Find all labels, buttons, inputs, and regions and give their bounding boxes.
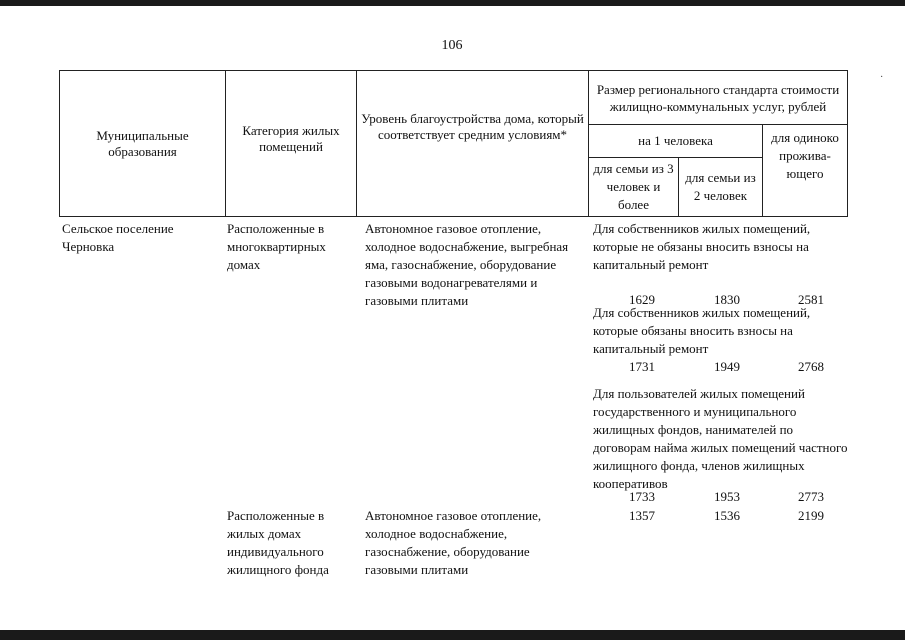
header-per-person: на 1 человека (589, 125, 763, 158)
row2-category: Расположенные в жилых домах индивидуального жилищного фонда (227, 508, 329, 577)
row1-group1-label: Для собственников жилых помещений, которые не обязаны вносить взносы на капитальный ремонт (593, 221, 811, 272)
row2-level: Автономное газовое отопление, холодное водоснабжение, газоснабжение, оборудование газовыми плитами (365, 508, 542, 577)
row1-group2-value-single: 2768 (798, 359, 824, 374)
row1-level: Автономное газовое отопление, холодное водоснабжение, выгребная яма, газоснабжение, оборудование газовыми водонагревателями и газовыми плитами (365, 221, 569, 308)
page-number: 106 (441, 38, 463, 53)
row2-value-family3: 1357 (629, 508, 655, 523)
header-single: для одиноко прожива-ющего (763, 125, 848, 217)
municipality-name: Сельское поселение Черновка (62, 221, 174, 254)
page-bottom-edge (0, 630, 905, 640)
header-table (59, 70, 848, 217)
row1-group3-value-family2: 1953 (714, 489, 740, 504)
row1-group2-value-family3: 1731 (629, 359, 655, 374)
header-category (226, 71, 357, 217)
row1-group3-label: Для пользователей жилых помещений государственного и муниципального жилищных фондов, нанимателей по договорам найма жилых помещений частного жилищного фонда, членов жилищных кооперативов (593, 386, 848, 491)
header-family-2: для семьи из 2 человек (679, 158, 763, 217)
page-top-edge (0, 0, 905, 6)
row1-group3-value-family3: 1733 (629, 489, 655, 504)
header-level-text: Уровень благоустройства дома, который соответствует средним условиям* (361, 111, 584, 142)
row1-group2-label: Для собственников жилых помещений, которые обязаны вносить взносы на капитальный ремонт (593, 305, 811, 356)
row1-group1-value-family2: 1830 (714, 292, 740, 307)
row1-group1-value-family3: 1629 (629, 292, 655, 307)
row1-group2-value-family2: 1949 (714, 359, 740, 374)
row1-group1-value-single: 2581 (798, 292, 824, 307)
header-category-text: Категория жилых помещений (242, 123, 340, 154)
scan-mark: · (880, 72, 884, 83)
header-size: Размер регионального стандарта стоимости жилищно-коммунальных услуг, рублей (589, 71, 848, 125)
header-level (357, 71, 589, 217)
header-municipal: Муниципальные образования (60, 71, 226, 217)
row2-value-single: 2199 (798, 508, 824, 523)
row2-value-family2: 1536 (714, 508, 740, 523)
header-family-3: для семьи из 3 человек и более (589, 158, 679, 217)
row1-group3-value-single: 2773 (798, 489, 824, 504)
row1-category: Расположенные в многоквартирных домах (227, 221, 326, 272)
